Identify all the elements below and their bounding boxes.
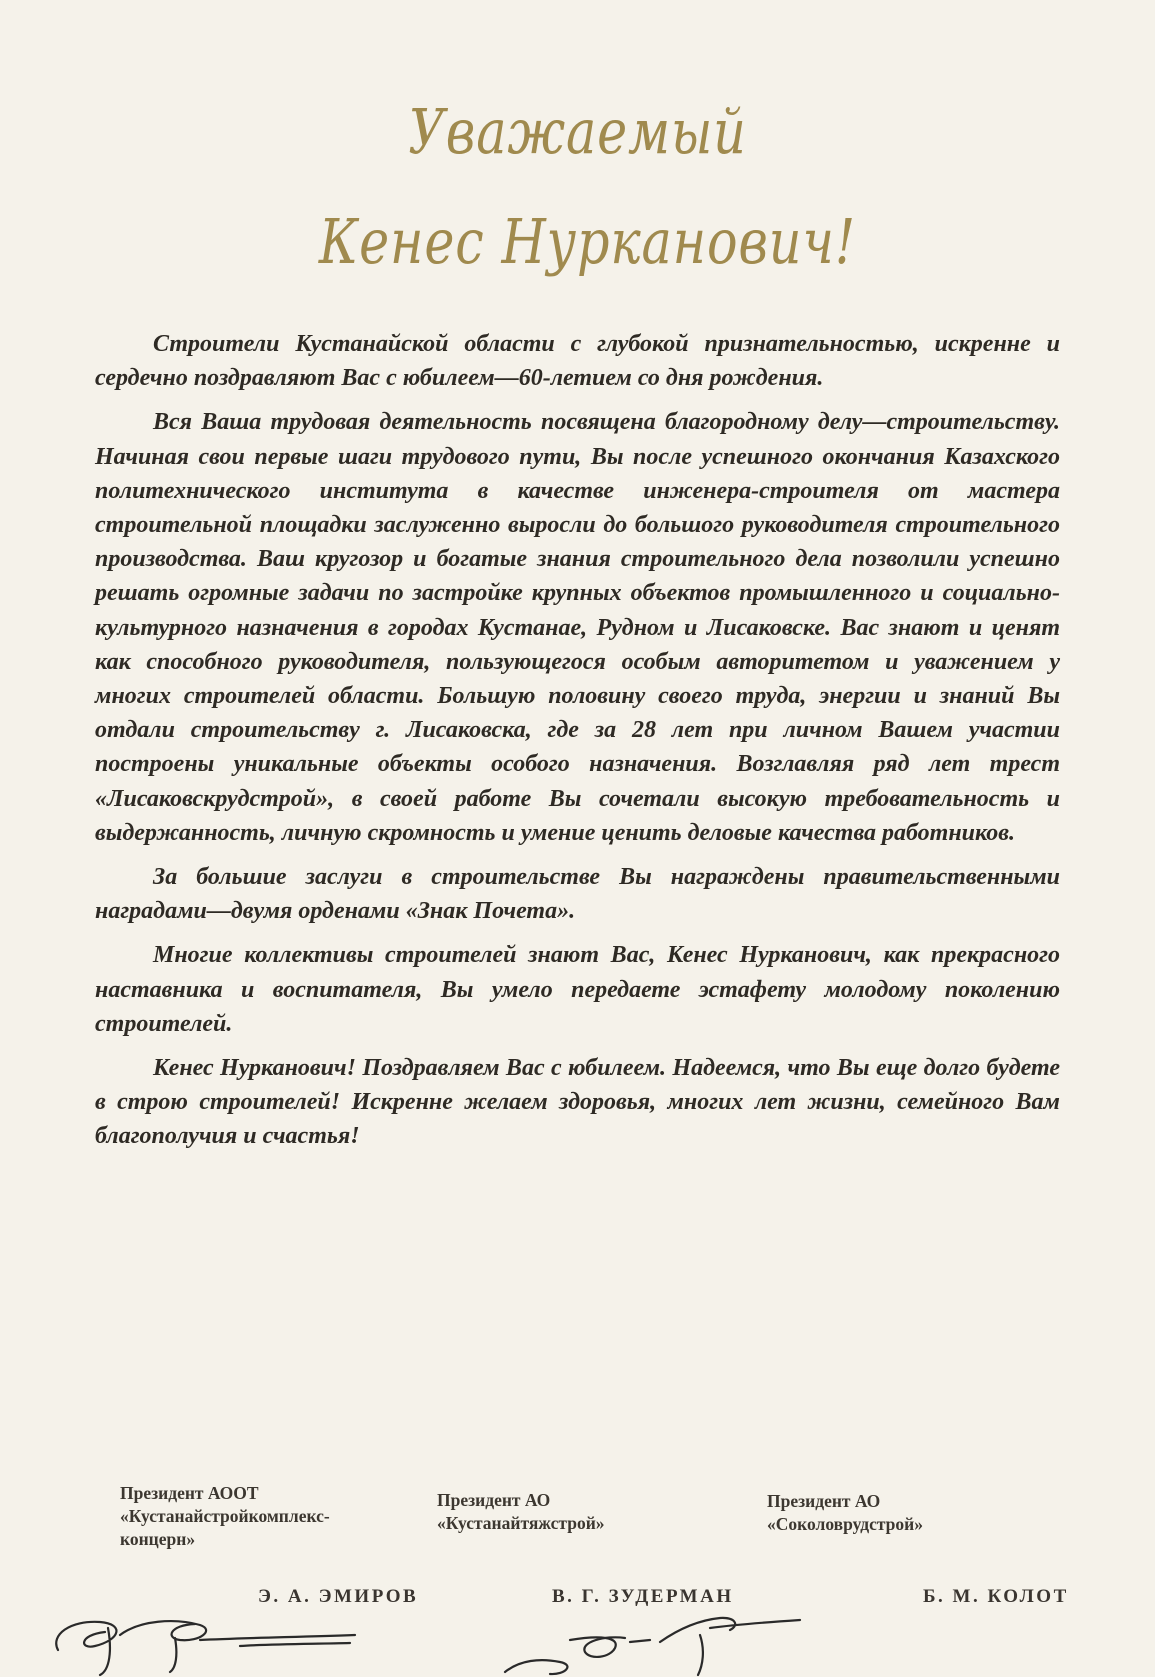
handwritten-signatures: [0, 1580, 1155, 1677]
signatory-name-2: В. Г. ЗУДЕРМАН: [552, 1586, 734, 1607]
greeting-heading-line1: Уважаемый: [408, 95, 747, 168]
paragraph-career: Вся Ваша трудовая деятельность посвящена благородному делу—строительству. Начиная свои первые шаги трудового пути, Вы после успешного окончания Казахского политехнического института в качестве инженера-строителя от мастера строительной площадки заслуженно выросли до большого руководителя строительного производства. Ваш кругозор и богатые знания строительного дела позволили успешно решать огромные задачи по застройке крупных объектов промышленного и социально-культурного назначения в городах Кустанае, Рудном и Лисаковске. Вас знают и ценят как способного руководителя, пользующегося особым авторитетом и уважением у многих строителей области. Большую половину своего труда, энергии и знаний Вы отдали строительству г. Лисаковска, где за 28 лет при личном Вашем участии построены уникальные объекты особого назначения. Возглавляя ряд лет трест «Лисаковскрудстрой», в своей работе Вы сочетали высокую требовательность и выдержанность, личную скромность и умение ценить деловые качества работников.: [95, 409, 1060, 846]
signatory-title-3: [767, 1490, 1027, 1536]
letter-body: [95, 327, 1060, 1164]
signatory-title-1-line2: «Кустанайстройкомплекс-: [120, 1506, 330, 1526]
signatory-name-3: Б. М. КОЛОТ: [923, 1586, 1069, 1607]
paragraph-wishes: Кенес Нурканович! Поздравляем Вас с юбилеем. Надеемся, что Вы еще долго будете в строю строителей! Искренне желаем здоровья, многих лет жизни, семейного Вам благополучия и счастья!: [95, 1055, 1060, 1150]
signatory-title-1-line1: Президент АООТ: [120, 1483, 259, 1503]
signatory-title-2: [437, 1489, 697, 1535]
paragraph-awards: За большие заслуги в строительстве Вы награждены правительственными наградами—двумя орденами «Знак Почета».: [95, 864, 1060, 925]
signatory-title-2-line2: «Кустанайтяжстрой»: [437, 1513, 605, 1533]
signatory-title-1: [120, 1482, 420, 1551]
signatory-title-2-line1: Президент АО: [437, 1490, 551, 1510]
signatory-name-1: Э. А. ЭМИРОВ: [258, 1586, 419, 1607]
paragraph-congratulation: Строители Кустанайской области с глубокой признательностью, искренне и сердечно поздравляют Вас с юбилеем—60-летием со дня рождения.: [95, 331, 1060, 392]
signatory-title-3-line2: «Соколоврудстрой»: [767, 1514, 923, 1534]
signatory-title-1-line3: концерн»: [120, 1529, 196, 1549]
signature-1-stroke: [56, 1621, 355, 1675]
paragraph-mentor: Многие коллективы строителей знают Вас, Кенес Нурканович, как прекрасного наставника и воспитателя, Вы умело передаете эстафету молодому поколению строителей.: [95, 942, 1060, 1037]
signatory-title-3-line1: Президент АО: [767, 1491, 881, 1511]
signature-1-underline: [240, 1643, 350, 1646]
greeting-heading-line2: Кенес Нурканович!: [318, 205, 857, 278]
signature-2-stroke: [505, 1618, 800, 1675]
